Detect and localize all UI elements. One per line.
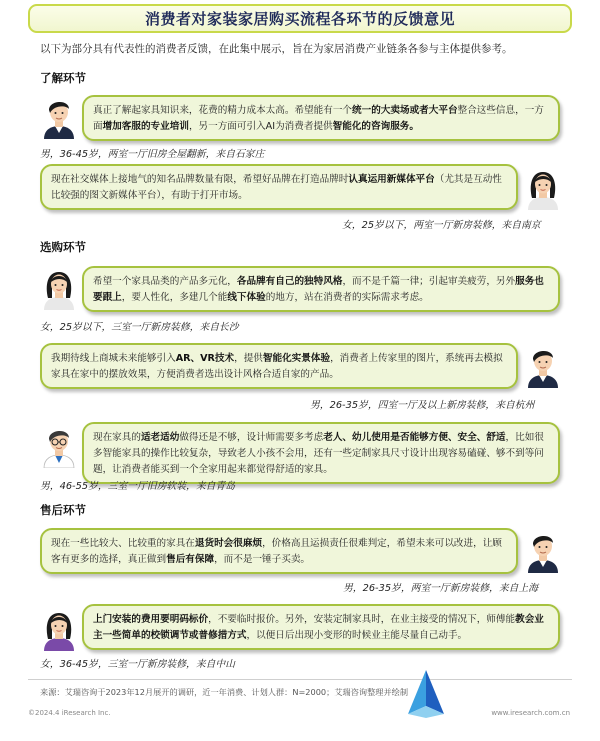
emphasis-text: 老人、幼儿使用是否能够方便、安全、舒适 <box>323 432 506 443</box>
female-avatar-icon <box>524 168 562 210</box>
feedback-caption-5: 男，46-55岁，三室一厅旧房软装，来自青岛 <box>40 481 236 492</box>
page-title-bar <box>28 4 572 33</box>
body-text: ，提供 <box>234 353 263 364</box>
feedback-text-7 <box>93 614 544 641</box>
feedback-caption-4: 男，26-35岁，四室一厅及以上新房装修，来自杭州 <box>310 400 535 411</box>
body-text: ，以便日后出现小变形的时候业主能尽量自己动手。 <box>246 630 468 641</box>
feedback-text-3 <box>93 276 544 303</box>
intro-text: 以下为部分具有代表性的消费者反馈，在此集中展示，旨在为家居消费产业链条各参与主体提供参考。 <box>40 43 513 55</box>
body-text: 现在社交媒体上接地气的知名品牌数量有限，希望好品牌在打造品牌时 <box>51 174 349 185</box>
male-avatar-icon <box>524 346 562 388</box>
emphasis-text: 智能化的咨询服务。 <box>332 121 419 132</box>
feedback-bubble-2 <box>40 164 518 210</box>
body-text: （尤其是互动性比较强的图文新媒体平台），有助于打开市场。 <box>51 174 502 201</box>
footer-divider <box>28 679 572 680</box>
emphasis-text: 教会业主一些简单的校锁调节或普修措方式 <box>93 614 544 641</box>
feedback-bubble-6 <box>40 528 518 574</box>
female-avatar-icon <box>40 268 78 310</box>
feedback-bubble-1 <box>82 95 560 141</box>
feedback-bubble-4 <box>40 343 518 389</box>
feedback-caption-6: 男，26-35岁，两室一厅新房装修，来自上海 <box>343 583 539 594</box>
feedback-text-2 <box>51 174 502 201</box>
body-text: 真正了解起家具知识来，花费的精力成本太高。希望能有一个 <box>93 105 353 116</box>
emphasis-text: 认真运用新媒体平台 <box>348 174 435 185</box>
feedback-text-4 <box>51 353 503 380</box>
source-note: 来源：艾瑞咨询于2023年12月展开的调研，近一年消费、计划人群：N=2000；艾瑞咨询整理并绘制 <box>40 687 409 697</box>
glasses-male-avatar-icon <box>40 426 78 468</box>
feedback-bubble-5 <box>82 422 560 484</box>
emphasis-text: 售后有保障 <box>166 554 215 565</box>
emphasis-text: AR、VR技术 <box>175 353 235 364</box>
website-link[interactable]: www.iresearch.com.cn <box>491 709 570 717</box>
body-text: 做得还是不够，设计师需要多考虑 <box>179 432 324 443</box>
body-text: 我期待线上商城未来能够引入 <box>51 353 176 364</box>
feedback-text-6 <box>51 538 502 565</box>
emphasis-text: 线下体验 <box>227 292 266 303</box>
male-avatar-icon <box>40 97 78 139</box>
feedback-caption-1: 男，36-45岁，两室一厅旧房全屋翻新，来自石家庄 <box>40 149 265 160</box>
emphasis-text: 服务也要跟上 <box>93 276 544 303</box>
body-text: ，价格高且运损责任很难判定，希望未来可以改进，让顾客有更多的选择，真正做到 <box>51 538 502 565</box>
feedback-caption-2: 女，25岁以下，两室一厅新房装修，来自南京 <box>342 220 541 231</box>
feedback-bubble-3 <box>82 266 560 312</box>
emphasis-text: 增加客服的专业培训 <box>102 121 189 132</box>
body-text: ，不要临时报价。另外，安装定制家具时，在业主接受的情况下，师傅能 <box>208 614 516 625</box>
body-text: ，比如很多智能家具的操作比较复杂，导致老人小孩不会用，还有一些定制家具尺寸设计出现容易磕碰、够不到等问题，让消费者能买到一个全家用起来都觉得舒适的家具。 <box>93 432 544 475</box>
emphasis-text: 退货时会很麻烦 <box>194 538 263 549</box>
body-text: ，另一方面可引入AI为消费者提供 <box>188 121 333 132</box>
body-text: 现在一些比较大、比较重的家具在 <box>51 538 195 549</box>
feedback-caption-3: 女，25岁以下，三室一厅新房装修，来自长沙 <box>40 322 239 333</box>
female-avatar-icon <box>40 609 78 651</box>
feedback-text-1 <box>93 105 544 132</box>
section-heading-understand: 了解环节 <box>40 71 86 85</box>
emphasis-text: 适老适幼 <box>140 432 180 443</box>
body-text: 希望一个家具品类的产品多元化， <box>93 276 237 287</box>
body-text: ，要人性化，多建几个能 <box>121 292 228 303</box>
feedback-text-5 <box>93 432 544 475</box>
emphasis-text: 上门安装的费用要明码标价 <box>93 614 209 625</box>
body-text: 的地方，站在消费者的实际需求考虑。 <box>265 292 429 303</box>
copyright-text: ©2024.4 iResearch Inc. <box>28 709 111 717</box>
page-title: 消费者对家装家居购买流程各环节的反馈意见 <box>144 10 455 28</box>
body-text: ，而不是千篇一律；引起审美疲劳，另外 <box>342 276 516 287</box>
section-heading-select: 选购环节 <box>40 240 86 254</box>
body-text: 整合这些信息，一方面 <box>93 105 544 132</box>
emphasis-text: 各品牌有自己的独特风格 <box>236 276 343 287</box>
body-text: 现在家具的 <box>93 432 141 443</box>
emphasis-text: 统一的大卖场或者大平台 <box>352 105 458 116</box>
emphasis-text: 智能化实景体验 <box>262 353 331 364</box>
feedback-bubble-7 <box>82 604 560 650</box>
male-avatar-icon <box>524 531 562 573</box>
iresearch-logo-icon <box>404 668 448 718</box>
body-text: ，消费者上传家里的图片，系统再去模拟家具在家中的摆放效果，方便消费者选出设计风格合适自家的产品。 <box>51 353 503 380</box>
section-heading-aftersale: 售后环节 <box>40 503 86 517</box>
feedback-caption-7: 女，36-45岁，三室一厅新房装修，来自中山 <box>40 659 236 670</box>
body-text: ，而不是一锤子买卖。 <box>214 554 311 565</box>
